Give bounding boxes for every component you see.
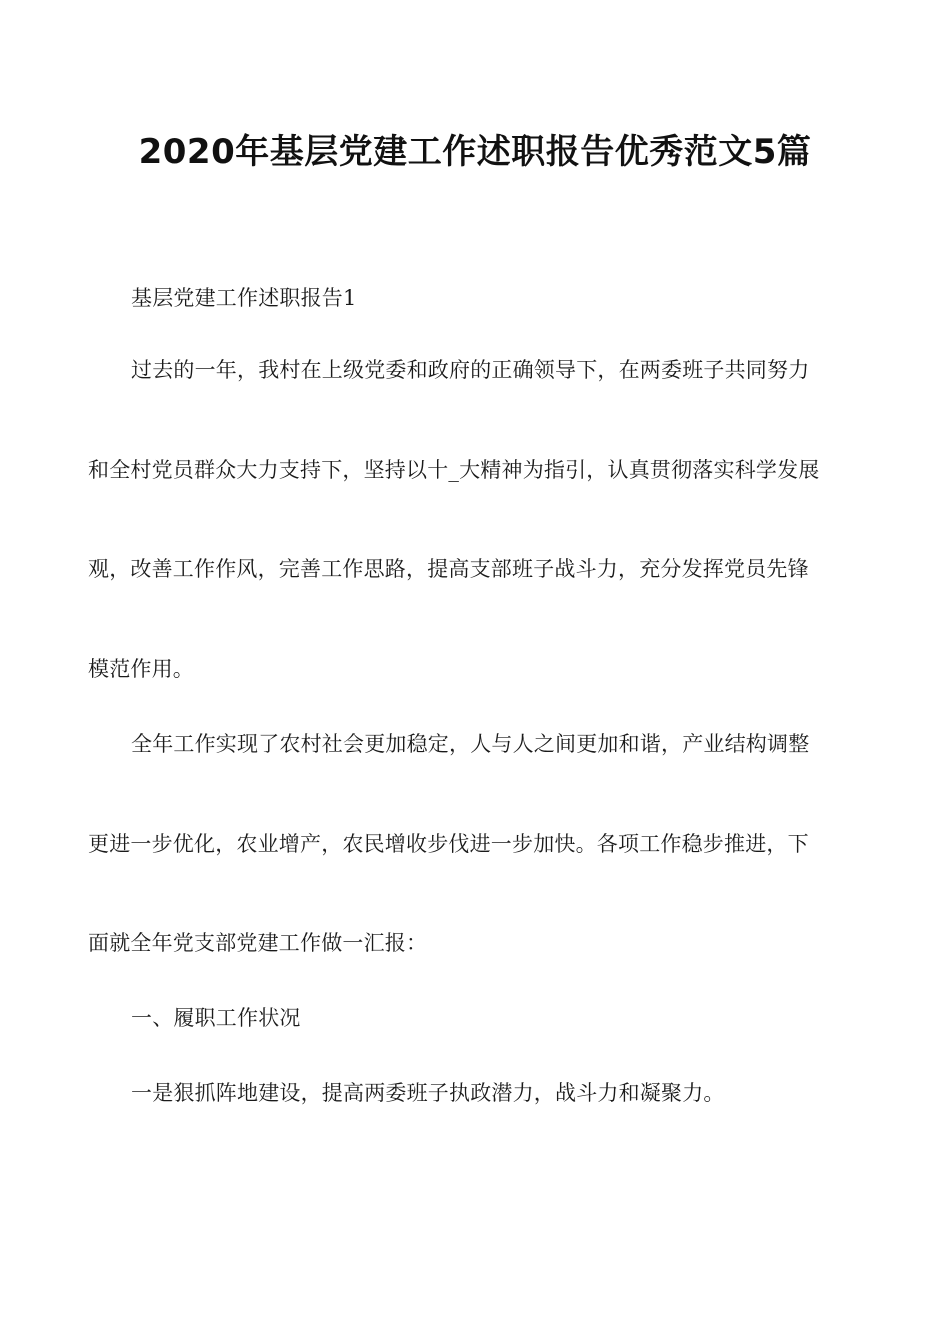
paragraph-2-line-2: 更进一步优化，农业增产，农民增收步伐进一步加快。各项工作稳步推进，下: [88, 832, 809, 856]
paragraph-1-line-1: 过去的一年，我村在上级党委和政府的正确领导下，在两委班子共同努力: [131, 358, 810, 382]
paragraph-1-line-2: 和全村党员群众大力支持下，坚持以十_大精神为指引，认真贯彻落实科学发展: [88, 458, 820, 482]
paragraph-2-line-3: 面就全年党支部党建工作做一汇报：: [88, 931, 428, 955]
section-heading-duty-status: 一、履职工作状况: [131, 1006, 301, 1030]
section-heading-report-1: 基层党建工作述职报告1: [131, 286, 357, 310]
paragraph-1-line-4: 模范作用。: [88, 657, 194, 681]
paragraph-3-line-1: 一是狠抓阵地建设，提高两委班子执政潜力，战斗力和凝聚力。: [131, 1081, 725, 1105]
document-title: 2020年基层党建工作述职报告优秀范文5篇: [138, 132, 812, 172]
paragraph-2-line-1: 全年工作实现了农村社会更加稳定，人与人之间更加和谐，产业结构调整: [131, 732, 810, 756]
paragraph-1-line-3: 观，改善工作作风，完善工作思路，提高支部班子战斗力，充分发挥党员先锋: [88, 557, 809, 581]
